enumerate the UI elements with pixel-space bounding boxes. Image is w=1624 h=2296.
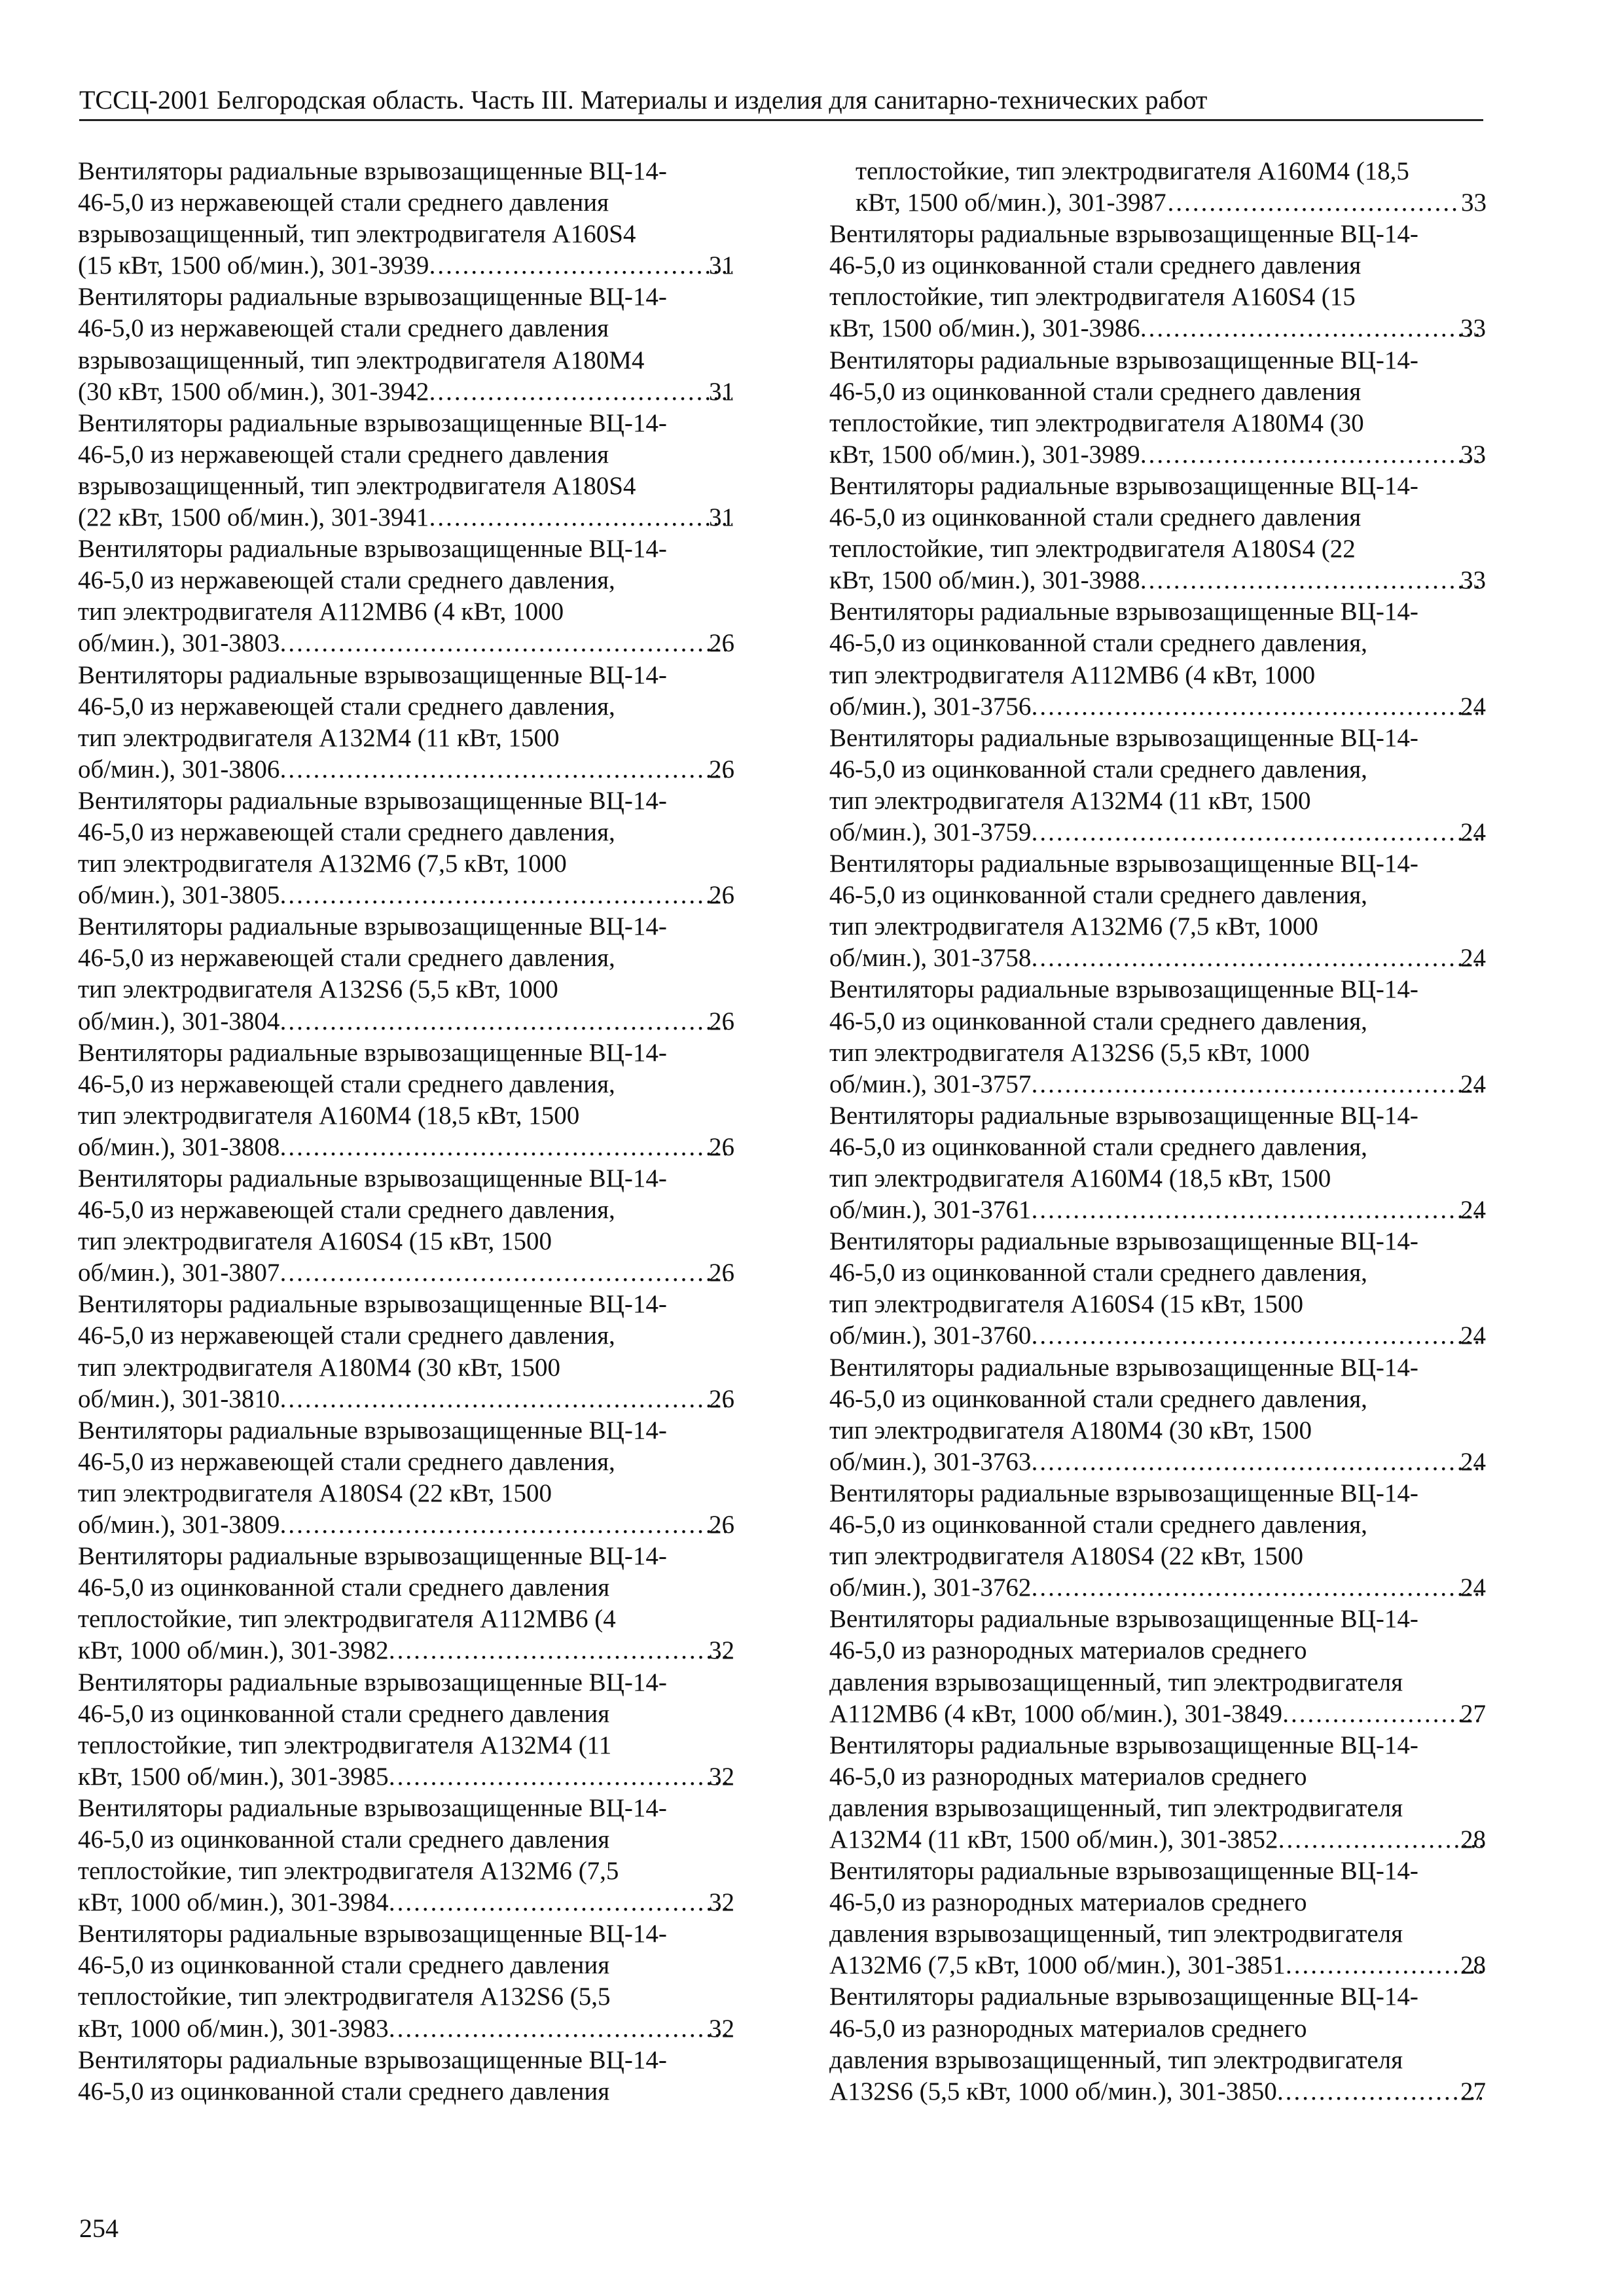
entry-text-line: взрывозащищенный, тип электродвигателя А180М4 bbox=[78, 346, 645, 374]
entry-last-line: кВт, 1500 об/мин.), 301-3985 ..... 32 bbox=[104, 1761, 735, 1793]
entry-text-line: тип электродвигателя А180S4 (22 кВт, 1500 bbox=[78, 1479, 552, 1507]
index-entry bbox=[829, 596, 1487, 722]
entry-text-line: А132М6 (7,5 кВт, 1000 об/мин.), 301-3851 bbox=[829, 1951, 1286, 1980]
dot-leader bbox=[1032, 1446, 1484, 1478]
dot-leader bbox=[430, 250, 732, 281]
entry-text-line: 46-5,0 из нержавеющей стали среднего давления bbox=[78, 314, 609, 343]
entry-last-line: об/мин.), 301-3807 ..... 26 bbox=[104, 1257, 735, 1289]
entry-text-line: 46-5,0 из оцинкованной стали среднего давления, bbox=[829, 629, 1367, 658]
dot-leader bbox=[430, 376, 732, 408]
dot-leader bbox=[1032, 691, 1484, 723]
entry-text-line: Вентиляторы радиальные взрывозащищенные ВЦ-14- bbox=[78, 1542, 667, 1571]
index-entry bbox=[78, 2045, 735, 2108]
entry-text-line: 46-5,0 из оцинкованной стали среднего давления bbox=[829, 251, 1362, 280]
entry-text-line: Вентиляторы радиальные взрывозащищенные ВЦ-14- bbox=[78, 1164, 667, 1193]
index-entry bbox=[78, 1163, 735, 1289]
entry-text-line: 46-5,0 из нержавеющей стали среднего давления, bbox=[78, 817, 615, 846]
entry-text-line: Вентиляторы радиальные взрывозащищенные ВЦ-14- bbox=[78, 2045, 667, 2074]
entry-text-line: теплостойкие, тип электродвигателя А160М4 (18,5 bbox=[856, 157, 1409, 185]
index-entry bbox=[78, 1541, 735, 1666]
entry-text-line: Вентиляторы радиальные взрывозащищенные ВЦ-14- bbox=[78, 912, 667, 941]
entry-text-line: 46-5,0 из оцинкованной стали среднего давления, bbox=[829, 1384, 1367, 1413]
entry-last-line: об/мин.), 301-3806 ..... 26 bbox=[104, 754, 735, 785]
index-entry bbox=[829, 974, 1487, 1100]
entry-text-line: давления взрывозащищенный, тип электродвигателя bbox=[829, 2045, 1403, 2074]
entry-text-line: А132S6 (5,5 кВт, 1000 об/мин.), 301-3850 bbox=[829, 2077, 1277, 2106]
entry-text-line: об/мин.), 301-3808 bbox=[78, 1132, 280, 1161]
entry-text-line: кВт, 1000 об/мин.), 301-3983 bbox=[78, 2014, 389, 2043]
entry-text-line: 46-5,0 из оцинкованной стали среднего давления bbox=[78, 1573, 610, 1602]
entry-text-line: Вентиляторы радиальные взрывозащищенные ВЦ-14- bbox=[829, 723, 1418, 752]
entry-last-line: кВт, 1500 об/мин.), 301-3988 ..... 33 bbox=[856, 565, 1487, 596]
entry-text-line: кВт, 1500 об/мин.), 301-3986 bbox=[829, 314, 1140, 343]
entry-text-line: теплостойкие, тип электродвигателя А132М4 (11 bbox=[78, 1731, 612, 1759]
entry-text-line: кВт, 1000 об/мин.), 301-3982 bbox=[78, 1636, 389, 1665]
entry-last-line: кВт, 1000 об/мин.), 301-3982 ..... 32 bbox=[104, 1635, 735, 1666]
entry-page-ref: 33 bbox=[1461, 188, 1487, 217]
dot-leader bbox=[281, 628, 732, 659]
entry-text-line: тип электродвигателя А180М4 (30 кВт, 1500 bbox=[78, 1353, 561, 1382]
dot-leader bbox=[281, 1006, 732, 1037]
index-entry bbox=[829, 156, 1487, 219]
entry-text-line: Вентиляторы радиальные взрывозащищенные ВЦ-14- bbox=[78, 1038, 667, 1067]
page-number: 254 bbox=[79, 2214, 118, 2243]
entry-last-line: об/мин.), 301-3810 ..... 26 bbox=[104, 1384, 735, 1415]
entry-text-line: 46-5,0 из оцинкованной стали среднего давления, bbox=[829, 1007, 1367, 1035]
dot-leader bbox=[1287, 1950, 1484, 1981]
entry-text-line: об/мин.), 301-3804 bbox=[78, 1007, 280, 1035]
index-entry bbox=[829, 471, 1487, 596]
dot-leader bbox=[1284, 1698, 1484, 1730]
entry-text-line: Вентиляторы радиальные взрывозащищенные ВЦ-14- bbox=[829, 1731, 1418, 1759]
entry-text-line: 46-5,0 из нержавеющей стали среднего давления, bbox=[78, 1196, 615, 1225]
entry-last-line: (22 кВт, 1500 об/мин.), 301-3941 ..... 31 bbox=[104, 502, 735, 533]
entry-text-line: тип электродвигателя А160М4 (18,5 кВт, 1500 bbox=[829, 1164, 1331, 1193]
index-entry bbox=[829, 1100, 1487, 1226]
entry-text-line: тип электродвигателя А132S6 (5,5 кВт, 1000 bbox=[829, 1038, 1310, 1067]
entry-text-line: об/мин.), 301-3809 bbox=[78, 1511, 280, 1539]
entry-text-line: 46-5,0 из разнородных материалов среднего bbox=[829, 1762, 1307, 1791]
entry-text-line: Вентиляторы радиальные взрывозащищенные ВЦ-14- bbox=[78, 1416, 667, 1444]
dot-leader bbox=[1142, 313, 1484, 344]
entry-last-line: об/мин.), 301-3808 ..... 26 bbox=[104, 1132, 735, 1163]
entry-text-line: об/мин.), 301-3761 bbox=[829, 1196, 1032, 1225]
entry-text-line: Вентиляторы радиальные взрывозащищенные ВЦ-14- bbox=[78, 157, 667, 185]
entry-text-line: тип электродвигателя А132М6 (7,5 кВт, 1000 bbox=[829, 912, 1318, 941]
entry-text-line: давления взрывозащищенный, тип электродвигателя bbox=[829, 1920, 1403, 1948]
index-column-right bbox=[829, 156, 1487, 2108]
entry-text-line: тип электродвигателя А180М4 (30 кВт, 1500 bbox=[829, 1416, 1312, 1444]
index-entry bbox=[78, 1793, 735, 1918]
entry-text-line: Вентиляторы радиальные взрывозащищенные ВЦ-14- bbox=[829, 1101, 1418, 1130]
dot-leader bbox=[281, 1384, 732, 1415]
dot-leader bbox=[1032, 817, 1484, 848]
dot-leader bbox=[281, 880, 732, 911]
entry-text-line: (15 кВт, 1500 об/мин.), 301-3939 bbox=[78, 251, 429, 280]
entry-last-line: об/мин.), 301-3804 ..... 26 bbox=[104, 1006, 735, 1037]
entry-text-line: Вентиляторы радиальные взрывозащищенные ВЦ-14- bbox=[78, 283, 667, 312]
entry-last-line: А132М6 (7,5 кВт, 1000 об/мин.), 301-3851 ..... 28 bbox=[856, 1950, 1487, 1981]
entry-text-line: об/мин.), 301-3759 bbox=[829, 817, 1032, 846]
entry-text-line: 46-5,0 из нержавеющей стали среднего давления, bbox=[78, 566, 615, 595]
index-entry bbox=[829, 1478, 1487, 1604]
entry-text-line: (30 кВт, 1500 об/мин.), 301-3942 bbox=[78, 377, 429, 406]
dot-leader bbox=[281, 1132, 732, 1163]
dot-leader bbox=[1278, 2076, 1484, 2108]
dot-leader bbox=[1142, 439, 1484, 471]
index-entry bbox=[78, 1918, 735, 2044]
entry-text-line: Вентиляторы радиальные взрывозащищенные ВЦ-14- bbox=[78, 1920, 667, 1948]
entry-last-line: об/мин.), 301-3758 ..... 24 bbox=[856, 942, 1487, 974]
entry-text-line: об/мин.), 301-3756 bbox=[829, 692, 1032, 721]
entry-text-line: Вентиляторы радиальные взрывозащищенные ВЦ-14- bbox=[829, 1605, 1418, 1634]
index-entry bbox=[829, 848, 1487, 974]
index-entry bbox=[78, 911, 735, 1037]
entry-text-line: взрывозащищенный, тип электродвигателя А180S4 bbox=[78, 471, 636, 500]
entry-text-line: Вентиляторы радиальные взрывозащищенные ВЦ-14- bbox=[829, 1227, 1418, 1256]
index-entry bbox=[78, 1667, 735, 1793]
entry-text-line: 46-5,0 из разнородных материалов среднего bbox=[829, 2014, 1307, 2043]
entry-text-line: об/мин.), 301-3760 bbox=[829, 1321, 1032, 1350]
entry-text-line: об/мин.), 301-3758 bbox=[829, 944, 1032, 973]
entry-last-line: об/мин.), 301-3803 ..... 26 bbox=[104, 628, 735, 659]
entry-text-line: 46-5,0 из разнородных материалов среднего bbox=[829, 1636, 1307, 1665]
entry-text-line: 46-5,0 из нержавеющей стали среднего давления bbox=[78, 188, 609, 217]
entry-text-line: 46-5,0 из оцинкованной стали среднего давления bbox=[78, 1825, 610, 1854]
dot-leader bbox=[281, 1257, 732, 1289]
index-entry bbox=[829, 1730, 1487, 1856]
entry-text-line: Вентиляторы радиальные взрывозащищенные ВЦ-14- bbox=[829, 220, 1418, 249]
entry-text-line: А112МВ6 (4 кВт, 1000 об/мин.), 301-3849 bbox=[829, 1699, 1283, 1728]
entry-text-line: тип электродвигателя А132М6 (7,5 кВт, 1000 bbox=[78, 850, 567, 878]
entry-last-line: об/мин.), 301-3762 ..... 24 bbox=[856, 1572, 1487, 1604]
entry-text-line: тип электродвигателя А132М4 (11 кВт, 1500 bbox=[78, 723, 560, 752]
entry-text-line: Вентиляторы радиальные взрывозащищенные ВЦ-14- bbox=[78, 786, 667, 815]
entry-text-line: 46-5,0 из оцинкованной стали среднего давления, bbox=[829, 1259, 1367, 1287]
entry-text-line: 46-5,0 из нержавеющей стали среднего давления, bbox=[78, 1321, 615, 1350]
entry-text-line: кВт, 1000 об/мин.), 301-3984 bbox=[78, 1888, 389, 1917]
index-entry bbox=[829, 1981, 1487, 2107]
entry-last-line: А112МВ6 (4 кВт, 1000 об/мин.), 301-3849 ..... 27 bbox=[856, 1698, 1487, 1730]
entry-last-line: об/мин.), 301-3761 ..... 24 bbox=[856, 1194, 1487, 1226]
dot-leader bbox=[281, 1509, 732, 1541]
index-entry bbox=[78, 1037, 735, 1163]
entry-text-line: 46-5,0 из оцинкованной стали среднего давления bbox=[78, 1951, 610, 1980]
dot-leader bbox=[1032, 942, 1484, 974]
index-column-left bbox=[78, 156, 735, 2108]
dot-leader bbox=[1032, 1572, 1484, 1604]
entry-text-line: тип электродвигателя А112МВ6 (4 кВт, 1000 bbox=[829, 660, 1316, 689]
entry-last-line: об/мин.), 301-3757 ..... 24 bbox=[856, 1069, 1487, 1100]
entry-text-line: кВт, 1500 об/мин.), 301-3989 bbox=[829, 440, 1140, 469]
index-entry bbox=[78, 1289, 735, 1414]
entry-text-line: 46-5,0 из оцинкованной стали среднего давления bbox=[829, 377, 1362, 406]
entry-text-line: теплостойкие, тип электродвигателя А180М4 (30 bbox=[829, 408, 1364, 437]
entry-text-line: 46-5,0 из оцинкованной стали среднего давления bbox=[78, 2077, 610, 2106]
entry-text-line: 46-5,0 из оцинкованной стали среднего давления, bbox=[829, 1132, 1367, 1161]
dot-leader bbox=[1280, 1824, 1484, 1856]
entry-text-line: об/мин.), 301-3803 bbox=[78, 629, 280, 658]
index-entry bbox=[829, 1352, 1487, 1478]
entry-text-line: тип электродвигателя А132S6 (5,5 кВт, 1000 bbox=[78, 975, 558, 1004]
entry-text-line: об/мин.), 301-3805 bbox=[78, 881, 280, 910]
dot-leader bbox=[390, 1761, 732, 1793]
entry-text-line: Вентиляторы радиальные взрывозащищенные ВЦ-14- bbox=[829, 850, 1418, 878]
entry-text-line: взрывозащищенный, тип электродвигателя А160S4 bbox=[78, 220, 636, 249]
entry-text-line: 46-5,0 из нержавеющей стали среднего давления bbox=[78, 440, 609, 469]
entry-text-line: тип электродвигателя А112МВ6 (4 кВт, 1000 bbox=[78, 598, 564, 626]
index-entry bbox=[829, 345, 1487, 471]
entry-text-line: давления взрывозащищенный, тип электродвигателя bbox=[829, 1668, 1403, 1696]
entry-text-line: тип электродвигателя А180S4 (22 кВт, 1500 bbox=[829, 1542, 1304, 1571]
entry-text-line: кВт, 1500 об/мин.), 301-3988 bbox=[829, 566, 1140, 595]
entry-text-line: 46-5,0 из оцинкованной стали среднего давления, bbox=[829, 881, 1367, 910]
entry-text-line: тип электродвигателя А160S4 (15 кВт, 1500 bbox=[829, 1290, 1304, 1319]
entry-text-line: Вентиляторы радиальные взрывозащищенные ВЦ-14- bbox=[829, 1353, 1418, 1382]
entry-text-line: кВт, 1500 об/мин.), 301-3985 bbox=[78, 1762, 389, 1791]
index-entry bbox=[829, 1604, 1487, 1729]
dot-leader bbox=[1032, 1069, 1484, 1100]
entry-last-line: кВт, 1000 об/мин.), 301-3983 ..... 32 bbox=[104, 2013, 735, 2045]
entry-text-line: Вентиляторы радиальные взрывозащищенные ВЦ-14- bbox=[78, 660, 667, 689]
entry-text-line: давления взрывозащищенный, тип электродвигателя bbox=[829, 1793, 1403, 1822]
entry-text-line: 46-5,0 из оцинкованной стали среднего давления, bbox=[829, 1511, 1367, 1539]
entry-last-line: (15 кВт, 1500 об/мин.), 301-3939 ..... 31 bbox=[104, 250, 735, 281]
index-entry bbox=[78, 408, 735, 533]
entry-text-line: об/мин.), 301-3806 bbox=[78, 755, 280, 783]
index-entry bbox=[78, 281, 735, 407]
entry-last-line: (30 кВт, 1500 об/мин.), 301-3942 ..... 31 bbox=[104, 376, 735, 408]
entry-text-line: (22 кВт, 1500 об/мин.), 301-3941 bbox=[78, 503, 429, 532]
entry-text-line: об/мин.), 301-3763 bbox=[829, 1447, 1032, 1476]
entry-text-line: 46-5,0 из нержавеющей стали среднего давления, bbox=[78, 1069, 615, 1098]
entry-last-line: об/мин.), 301-3763 ..... 24 bbox=[856, 1446, 1487, 1478]
entry-text-line: Вентиляторы радиальные взрывозащищенные ВЦ-14- bbox=[829, 1982, 1418, 2011]
entry-last-line: кВт, 1500 об/мин.), 301-3989 ..... 33 bbox=[856, 439, 1487, 471]
entry-text-line: 46-5,0 из оцинкованной стали среднего давления bbox=[78, 1699, 610, 1728]
entry-text-line: теплостойкие, тип электродвигателя А132S6 (5,5 bbox=[78, 1982, 611, 2011]
entry-last-line: об/мин.), 301-3760 ..... 24 bbox=[856, 1320, 1487, 1352]
dot-leader bbox=[1032, 1320, 1484, 1352]
entry-text-line: Вентиляторы радиальные взрывозащищенные ВЦ-14- bbox=[829, 1857, 1418, 1886]
entry-last-line: об/мин.), 301-3809 ..... 26 bbox=[104, 1509, 735, 1541]
entry-text-line: Вентиляторы радиальные взрывозащищенные ВЦ-14- bbox=[78, 535, 667, 564]
entry-last-line: А132М4 (11 кВт, 1500 об/мин.), 301-3852 ..... 28 bbox=[856, 1824, 1487, 1856]
index-entry bbox=[829, 723, 1487, 848]
entry-text-line: 46-5,0 из оцинкованной стали среднего давления bbox=[829, 503, 1362, 532]
entry-last-line: А132S6 (5,5 кВт, 1000 об/мин.), 301-3850 ..... 27 bbox=[856, 2076, 1487, 2108]
entry-text-line: Вентиляторы радиальные взрывозащищенные ВЦ-14- bbox=[78, 1793, 667, 1822]
entry-text-line: кВт, 1500 об/мин.), 301-3987 bbox=[856, 188, 1166, 217]
dot-leader bbox=[430, 502, 732, 533]
index-entry bbox=[78, 156, 735, 281]
entry-text-line: тип электродвигателя А160S4 (15 кВт, 1500 bbox=[78, 1227, 552, 1256]
entry-text-line: 46-5,0 из нержавеющей стали среднего давления, bbox=[78, 1447, 615, 1476]
dot-leader bbox=[390, 1635, 732, 1666]
entry-text-line: об/мин.), 301-3810 bbox=[78, 1384, 280, 1413]
entry-text-line: А132М4 (11 кВт, 1500 об/мин.), 301-3852 bbox=[829, 1825, 1278, 1854]
entry-last-line: кВт, 1000 об/мин.), 301-3984 ..... 32 bbox=[104, 1887, 735, 1918]
entry-text-line: 46-5,0 из нержавеющей стали среднего давления, bbox=[78, 944, 615, 973]
entry-text-line: Вентиляторы радиальные взрывозащищенные ВЦ-14- bbox=[78, 1290, 667, 1319]
index-entry bbox=[829, 1856, 1487, 1981]
dot-leader bbox=[1168, 187, 1458, 219]
entry-text-line: теплостойкие, тип электродвигателя А112МВ6 (4 bbox=[78, 1605, 616, 1634]
index-entry bbox=[829, 1226, 1487, 1352]
entry-text-line: теплостойкие, тип электродвигателя А180S4 (22 bbox=[829, 535, 1356, 564]
entry-text-line: об/мин.), 301-3762 bbox=[829, 1573, 1032, 1602]
entry-text-line: Вентиляторы радиальные взрывозащищенные ВЦ-14- bbox=[829, 1479, 1418, 1507]
entry-text-line: Вентиляторы радиальные взрывозащищенные ВЦ-14- bbox=[829, 471, 1418, 500]
entry-last-line: об/мин.), 301-3805 ..... 26 bbox=[104, 880, 735, 911]
entry-text-line: Вентиляторы радиальные взрывозащищенные ВЦ-14- bbox=[829, 598, 1418, 626]
entry-text-line: Вентиляторы радиальные взрывозащищенные ВЦ-14- bbox=[829, 346, 1418, 374]
index-entry bbox=[78, 660, 735, 785]
entry-last-line bbox=[856, 187, 1487, 219]
dot-leader bbox=[281, 754, 732, 785]
entry-text-line: тип электродвигателя А160М4 (18,5 кВт, 1500 bbox=[78, 1101, 580, 1130]
entry-text-line: об/мин.), 301-3757 bbox=[829, 1069, 1032, 1098]
dot-leader bbox=[1032, 1194, 1484, 1226]
entry-last-line: об/мин.), 301-3759 ..... 24 bbox=[856, 817, 1487, 848]
entry-text-line: 46-5,0 из оцинкованной стали среднего давления, bbox=[829, 755, 1367, 783]
dot-leader bbox=[390, 2013, 732, 2045]
entry-text-line: 46-5,0 из нержавеющей стали среднего давления, bbox=[78, 692, 615, 721]
entry-last-line: об/мин.), 301-3756 ..... 24 bbox=[856, 691, 1487, 723]
running-header: ТССЦ-2001 Белгородская область. Часть III. Материалы и изделия для санитарно-технических работ bbox=[79, 84, 1483, 121]
index-entry bbox=[78, 1415, 735, 1541]
entry-text-line: тип электродвигателя А132М4 (11 кВт, 1500 bbox=[829, 786, 1311, 815]
index-entry bbox=[829, 219, 1487, 344]
entry-text-line: Вентиляторы радиальные взрывозащищенные ВЦ-14- bbox=[78, 1668, 667, 1696]
entry-text-line: 46-5,0 из разнородных материалов среднего bbox=[829, 1888, 1307, 1917]
index-entry bbox=[78, 533, 735, 659]
entry-text-line: теплостойкие, тип электродвигателя А132М6 (7,5 bbox=[78, 1857, 619, 1886]
dot-leader bbox=[1142, 565, 1484, 596]
index-entry bbox=[78, 785, 735, 911]
entry-text-line: Вентиляторы радиальные взрывозащищенные ВЦ-14- bbox=[78, 408, 667, 437]
entry-text-line: об/мин.), 301-3807 bbox=[78, 1259, 280, 1287]
entry-text-line: теплостойкие, тип электродвигателя А160S4 (15 bbox=[829, 283, 1356, 312]
entry-text-line: Вентиляторы радиальные взрывозащищенные ВЦ-14- bbox=[829, 975, 1418, 1004]
dot-leader bbox=[390, 1887, 732, 1918]
entry-last-line: кВт, 1500 об/мин.), 301-3986 ..... 33 bbox=[856, 313, 1487, 344]
